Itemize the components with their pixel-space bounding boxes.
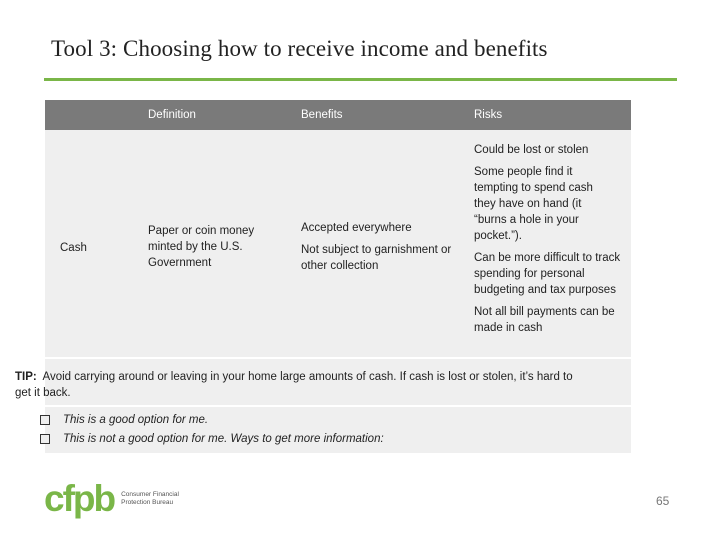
risk-item: Some people find it tempting to spend cash they have on hand (it “burns a hole in your pocket.”). bbox=[474, 166, 593, 242]
row-divider bbox=[45, 357, 631, 359]
risk-item: Could be lost or stolen bbox=[474, 144, 589, 156]
tip-label: TIP: bbox=[15, 371, 37, 383]
option-label: This is a good option for me. bbox=[63, 414, 209, 426]
logo-line-1: Consumer Financial bbox=[121, 491, 179, 498]
page-title: Tool 3: Choosing how to receive income and benefits bbox=[51, 36, 548, 61]
option-label: This is not a good option for me. Ways to get more information: bbox=[63, 433, 384, 445]
row-label-cash: Cash bbox=[60, 242, 87, 254]
header-risks: Risks bbox=[474, 109, 503, 121]
table-header bbox=[45, 100, 631, 130]
risks-cell bbox=[474, 142, 629, 336]
tip-body: Avoid carrying around or leaving in your home large amounts of cash. If cash is lost or stolen, it’s hard to get it back. bbox=[15, 371, 573, 399]
benefit-item: Not subject to garnishment or other collection bbox=[301, 244, 452, 272]
header-definition: Definition bbox=[148, 109, 196, 121]
option-good[interactable] bbox=[40, 414, 208, 426]
cfpb-logo bbox=[44, 478, 179, 519]
benefits-cell bbox=[301, 220, 461, 274]
checkbox-icon[interactable] bbox=[40, 434, 50, 444]
page-number: 65 bbox=[656, 494, 670, 508]
tip-text bbox=[15, 369, 575, 401]
risk-item: Can be more difficult to track spending for personal budgeting and tax purposes bbox=[474, 252, 621, 296]
header-benefits: Benefits bbox=[301, 109, 343, 121]
cfpb-logo-mark: cfpb bbox=[44, 478, 115, 519]
option-not-good[interactable] bbox=[40, 433, 384, 445]
benefit-item: Accepted everywhere bbox=[301, 222, 412, 234]
checkbox-icon[interactable] bbox=[40, 415, 50, 425]
title-divider bbox=[44, 78, 677, 81]
logo-line-2: Protection Bureau bbox=[121, 499, 174, 506]
definition-cell: Paper or coin money minted by the U.S. Government bbox=[148, 225, 255, 269]
cfpb-logo-text bbox=[121, 491, 179, 507]
row-divider bbox=[45, 405, 631, 407]
risk-item: Not all bill payments can be made in cash bbox=[474, 306, 615, 334]
